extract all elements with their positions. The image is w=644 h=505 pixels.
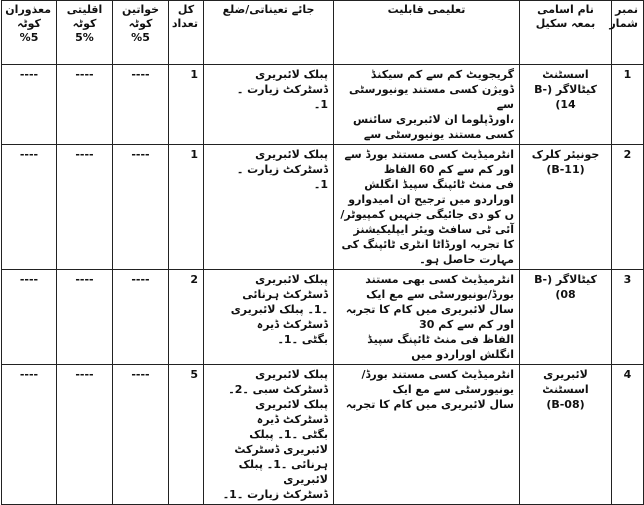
header-qualification: تعلیمی قابلیت [334, 1, 520, 65]
qualification: انٹرمیڈیٹ کسی بھی مستند بورڈ/یونیورسٹی سے مع ایک سال لائبریری میں کام کا تجربہ اور کم سے کم 30 الفاظ فی منٹ ٹائپنگ سپیڈ انگلش اوراردو میں [334, 270, 520, 365]
row-number: 2 [612, 145, 644, 270]
women-quota: ---- [113, 365, 169, 505]
posting-place: پبلک لائبریری ڈسٹرکٹ سبی ۔2۔ پبلک لائبریری ڈسٹرکٹ ڈیرہ بگٹی ۔1۔ پبلک لائبریری ڈسٹرکٹ ہرنائی ۔1۔ پبلک لائبریری ڈسٹرکٹ زیارت ۔1۔ [204, 365, 334, 505]
header-place: جائے تعیناتی/ضلع [204, 1, 334, 65]
total-count: 1 [169, 65, 204, 145]
women-quota: ---- [113, 270, 169, 365]
header-disabled-quota: معذوران کوٹہ 5% [2, 1, 57, 65]
total-count: 5 [169, 365, 204, 505]
minority-quota: ---- [57, 365, 113, 505]
header-women-quota: خواتین کوٹہ 5% [113, 1, 169, 65]
post-name: کیٹالاگر (B-08) [520, 270, 612, 365]
posting-place: پبلک لائبریری ڈسٹرکٹ زیارت ۔ 1۔ [204, 65, 334, 145]
qualification: انٹرمیڈیٹ کسی مستند بورڈ سے اور کم سے کم 60 الفاظ فی منٹ ٹائپنگ سپیڈ انگلش اوراردو میں ترجیح ان امیدوارو ں کو دی جائیگی جنہیں کمپیوٹر/آئی ٹی سافٹ ویئر ایپلیکیشنز کا تجربہ اورڈاٹا انٹری ٹائپنگ کی مہارت حاصل ہو۔ [334, 145, 520, 270]
header-post: نام اسامی بمعہ سکیل [520, 1, 612, 65]
total-count: 2 [169, 270, 204, 365]
post-name: لائبریری اسسٹنٹ (B-08) [520, 365, 612, 505]
disabled-quota: ---- [2, 65, 57, 145]
posting-place: پبلک لائبریری ڈسٹرکٹ ہرنائی ۔1۔ پبلک لائبریری ڈسٹرکٹ ڈیرہ بگٹی ۔1۔ [204, 270, 334, 365]
vacancy-table [1, 0, 644, 505]
row-number: 1 [612, 65, 644, 145]
row-number: 4 [612, 365, 644, 505]
women-quota: ---- [113, 65, 169, 145]
minority-quota: ---- [57, 270, 113, 365]
qualification: انٹرمیڈیٹ کسی مستند بورڈ/یونیورسٹی سے مع ایک سال لائبریری میں کام کا تجربہ [334, 365, 520, 505]
disabled-quota: ---- [2, 365, 57, 505]
women-quota: ---- [113, 145, 169, 270]
row-number: 3 [612, 270, 644, 365]
header-number: نمبر شمار [612, 1, 644, 65]
header-minority-quota: اقلیتی کوٹہ 5% [57, 1, 113, 65]
header-total: کل تعداد [169, 1, 204, 65]
minority-quota: ---- [57, 65, 113, 145]
total-count: 1 [169, 145, 204, 270]
posting-place: پبلک لائبریری ڈسٹرکٹ زیارت ۔ 1۔ [204, 145, 334, 270]
post-name: جونیئر کلرک (B-11) [520, 145, 612, 270]
disabled-quota: ---- [2, 145, 57, 270]
table-row [2, 365, 644, 505]
header-row [2, 1, 644, 65]
minority-quota: ---- [57, 145, 113, 270]
table-row [2, 65, 644, 145]
table-row [2, 145, 644, 270]
table-row [2, 270, 644, 365]
post-name: اسسٹنٹ کیٹالاگر (B-14) [520, 65, 612, 145]
qualification: گریجویٹ کم سے کم سیکنڈ ڈویژن کسی مستند یونیورسٹی سے ،اورڈپلوما ان لائبریری سائنس کسی مستند یونیورسٹی سے [334, 65, 520, 145]
disabled-quota: ---- [2, 270, 57, 365]
